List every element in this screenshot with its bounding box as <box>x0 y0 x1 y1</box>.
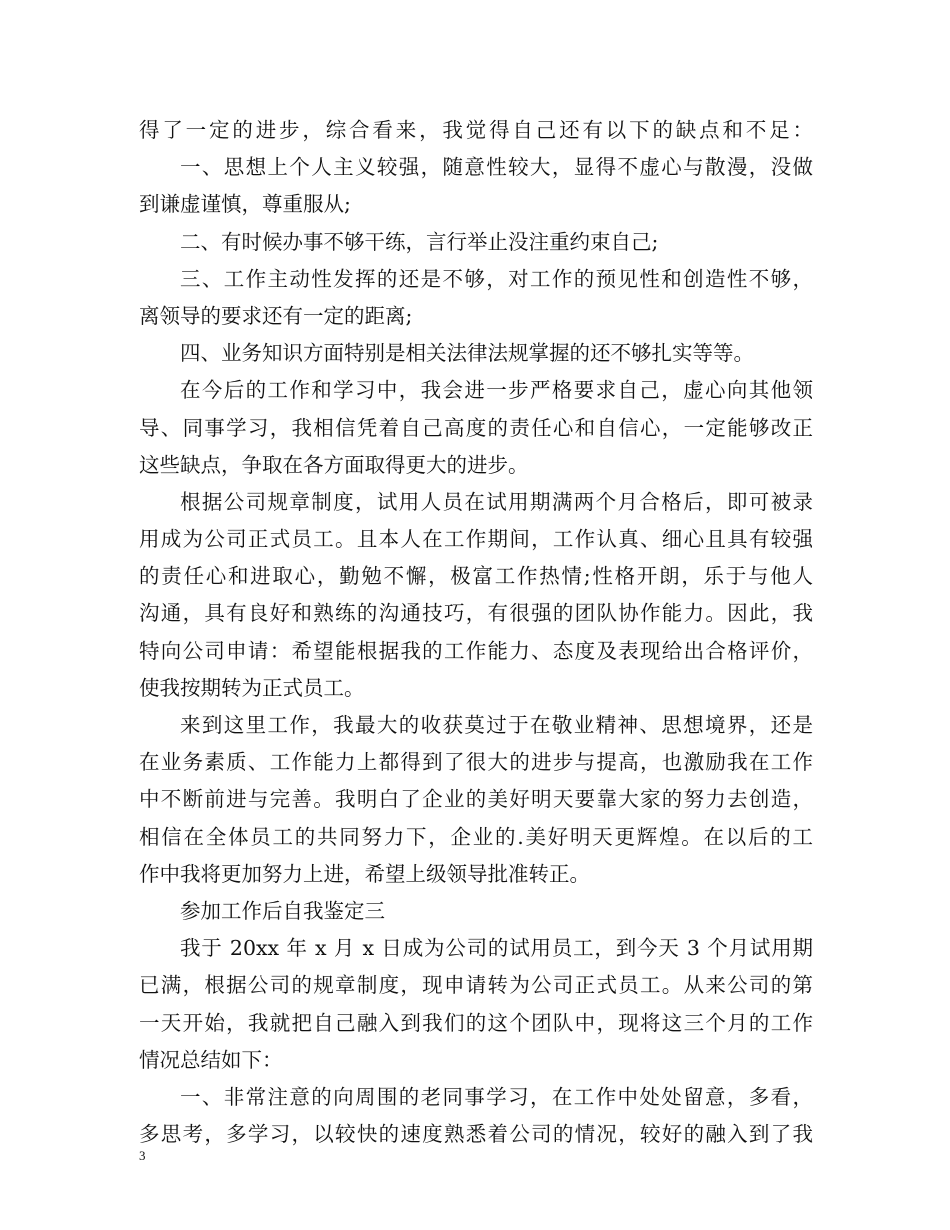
text-line: 多思考，多学习，以较快的速度熟悉着公司的情况，较好的融入到了我 <box>139 1122 813 1147</box>
text-line: 这些缺点，争取在各方面取得更大的进步。 <box>139 452 529 477</box>
paragraph-start-line: 三、工作主动性发挥的还是不够，对工作的预见性和创造性不够， <box>180 266 813 291</box>
paragraph-start-line: 来到这里工作，我最大的收获莫过于在敬业精神、思想境界，还是 <box>180 713 813 737</box>
paragraph-start-line: 根据公司规章制度，试用人员在试用期满两个月合格后，即可被录 <box>180 489 813 514</box>
text-line: 已满，根据公司的规章制度，现申请转为公司正式员工。从来公司的第 <box>139 973 813 998</box>
text-line: 相信在全体员工的共同努力下，企业的.美好明天更辉煌。在以后的工 <box>139 824 813 849</box>
text-line: 导、同事学习，我相信凭着自己高度的责任心和自信心，一定能够改正 <box>139 415 813 440</box>
text-line: 一天开始，我就把自己融入到我们的这个团队中，现将这三个月的工作 <box>139 1010 813 1035</box>
text-line: 的责任心和进取心，勤勉不懈，极富工作热情;性格开朗，乐于与他人 <box>139 564 813 589</box>
document-body <box>139 112 813 1153</box>
text-line: 到谦虚谨慎，尊重服从; <box>139 192 351 217</box>
section-heading: 参加工作后自我鉴定三 <box>180 898 385 923</box>
text-line: 用成为公司正式员工。且本人在工作期间，工作认真、细心且具有较强 <box>139 527 813 552</box>
text-line: 在业务素质、工作能力上都得到了很大的进步与提高，也激励我在工作 <box>139 750 813 775</box>
text-line: 离领导的要求还有一定的距离; <box>139 303 413 328</box>
paragraph-start-line: 四、业务知识方面特别是相关法律法规掌握的还不够扎实等等。 <box>180 341 754 366</box>
text-line: 使我按期转为正式员工。 <box>139 675 365 700</box>
text-line: 特向公司申请：希望能根据我的工作能力、态度及表现给出合格评价， <box>139 638 813 663</box>
page-number: 3 <box>139 1148 146 1163</box>
text-line: 中不断前进与完善。我明白了企业的美好明天要靠大家的努力去创造， <box>139 787 813 812</box>
paragraph-start-line: 二、有时候办事不够干练，言行举止没注重约束自己; <box>180 229 659 254</box>
text-line: 得了一定的进步，综合看来，我觉得自己还有以下的缺点和不足： <box>139 118 813 142</box>
paragraph-start-line: 在今后的工作和学习中，我会进一步严格要求自己，虚心向其他领 <box>180 378 813 403</box>
text-line: 作中我将更加努力上进，希望上级领导批准转正。 <box>139 861 590 886</box>
paragraph-start-line: 一、非常注意的向周围的老同事学习，在工作中处处留意，多看， <box>180 1084 813 1109</box>
text-line: 情况总结如下： <box>139 1047 283 1072</box>
paragraph-start-line: 我于 20xx 年 x 月 x 日成为公司的试用员工，到今天 3 个月试用期 <box>180 936 813 961</box>
text-line: 沟通，具有良好和熟练的沟通技巧，有很强的团队协作能力。因此，我 <box>139 601 813 626</box>
paragraph-start-line: 一、思想上个人主义较强，随意性较大，显得不虚心与散漫，没做 <box>180 155 813 180</box>
